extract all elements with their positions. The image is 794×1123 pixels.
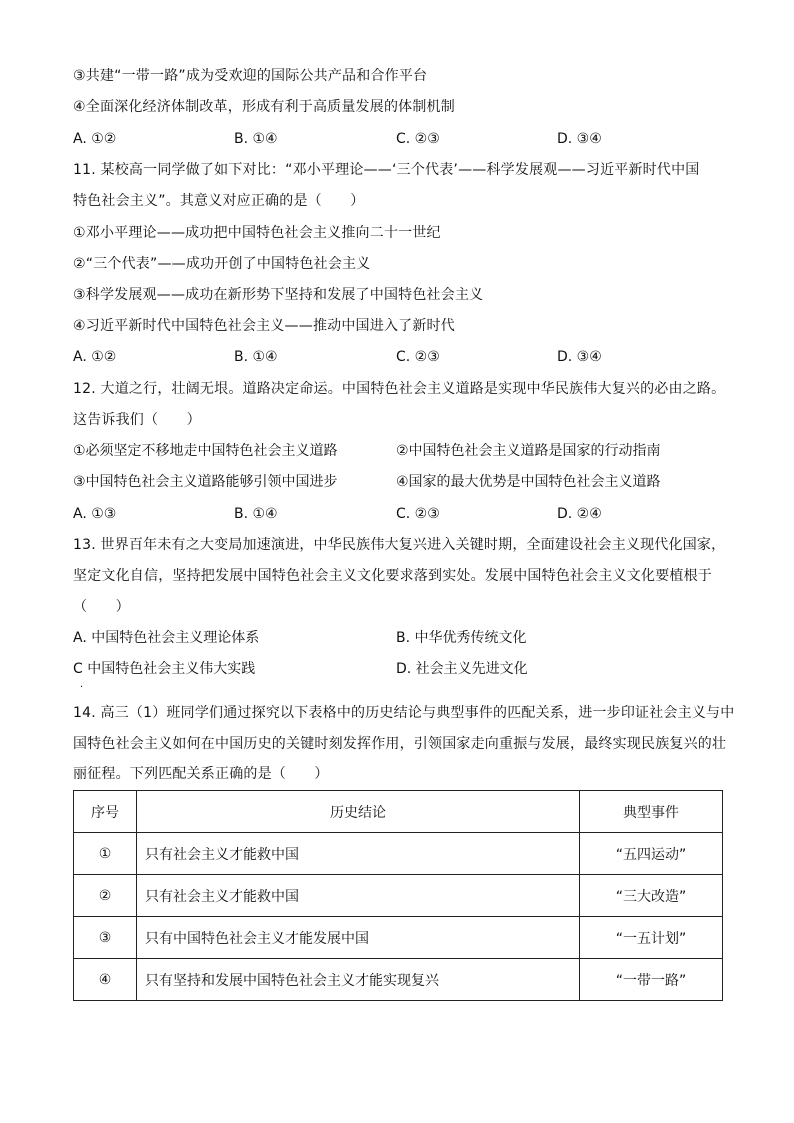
q11-item-2: ②“三个代表”——成功开创了中国特色社会主义 — [73, 256, 371, 272]
q12-option-a[interactable]: A. ①③ — [73, 506, 117, 522]
q10-item-3: ③共建“一带一路”成为受欢迎的国际公共产品和合作平台 — [73, 68, 428, 84]
header-index: 序号 — [74, 791, 137, 833]
q13-stem-line-3: （ ） — [73, 599, 130, 615]
q13-option-c[interactable]: C 中国特色社会主义伟大实践 — [73, 661, 256, 677]
row-index: ① — [74, 833, 137, 875]
q12-item-4: ④国家的最大优势是中国特色社会主义道路 — [396, 474, 661, 490]
table-header-row — [74, 791, 723, 833]
row-event: “五四运动” — [580, 833, 723, 875]
stray-dot-mark: · — [80, 682, 84, 693]
row-event: “一带一路” — [580, 959, 723, 1001]
row-conclusion: 只有社会主义才能救中国 — [137, 875, 580, 917]
q10-option-a[interactable]: A. ①② — [73, 131, 117, 147]
q12-stem-line-1: 12. 大道之行，壮阔无垠。道路决定命运。中国特色社会主义道路是实现中华民族伟大复兴的必由之路。 — [73, 381, 726, 397]
q13-option-d[interactable]: D. 社会主义先进文化 — [396, 661, 528, 677]
row-conclusion: 只有中国特色社会主义才能发展中国 — [137, 917, 580, 959]
row-conclusion: 只有坚持和发展中国特色社会主义才能实现复兴 — [137, 959, 580, 1001]
q12-option-c[interactable]: C. ②③ — [396, 506, 440, 522]
q11-option-d[interactable]: D. ③④ — [557, 349, 602, 365]
q13-stem-line-1: 13. 世界百年未有之大变局加速演进，中华民族伟大复兴进入关键时期，全面建设社会主义现代化国家， — [73, 537, 726, 553]
row-event: “一五计划” — [580, 917, 723, 959]
q11-item-3: ③科学发展观——成功在新形势下坚持和发展了中国特色社会主义 — [73, 287, 484, 303]
header-conclusion: 历史结论 — [137, 791, 580, 833]
q13-stem-line-2: 坚定文化自信，坚持把发展中国特色社会主义文化要求落到实处。发展中国特色社会主义文化要植根于 — [73, 568, 712, 584]
q11-item-1: ①邓小平理论——成功把中国特色社会主义推向二十一世纪 — [73, 225, 441, 241]
q11-option-b[interactable]: B. ①④ — [234, 349, 278, 365]
q11-stem-line-2: 特色社会主义”。其意义对应正确的是（ ） — [73, 193, 365, 209]
row-index: ② — [74, 875, 137, 917]
q12-item-1: ①必须坚定不移地走中国特色社会主义道路 — [73, 443, 338, 459]
q11-option-c[interactable]: C. ②③ — [396, 349, 440, 365]
q13-option-a[interactable]: A. 中国特色社会主义理论体系 — [73, 630, 260, 646]
q10-option-d[interactable]: D. ③④ — [557, 131, 602, 147]
table-row — [74, 917, 723, 959]
q14-match-table — [73, 790, 723, 1001]
q12-stem-line-2: 这告诉我们（ ） — [73, 412, 201, 428]
q10-option-c[interactable]: C. ②③ — [396, 131, 440, 147]
row-conclusion: 只有社会主义才能救中国 — [137, 833, 580, 875]
row-index: ③ — [74, 917, 137, 959]
q12-item-3: ③中国特色社会主义道路能够引领中国进步 — [73, 474, 338, 490]
table-row — [74, 833, 723, 875]
q10-item-4: ④全面深化经济体制改革，形成有利于高质量发展的体制机制 — [73, 99, 455, 115]
q11-option-a[interactable]: A. ①② — [73, 349, 117, 365]
header-event: 典型事件 — [580, 791, 723, 833]
q11-stem-line-1: 11. 某校高一同学做了如下对比：“邓小平理论——‘三个代表’——科学发展观——习近平新时代中国 — [73, 162, 700, 178]
q11-item-4: ④习近平新时代中国特色社会主义——推动中国进入了新时代 — [73, 318, 455, 334]
q13-option-b[interactable]: B. 中华优秀传统文化 — [396, 630, 527, 646]
q14-stem-line-2: 国特色社会主义如何在中国历史的关键时刻发挥作用，引领国家走向重振与发展，最终实现民族复兴的壮 — [73, 736, 727, 752]
q12-option-d[interactable]: D. ②④ — [557, 506, 602, 522]
row-event: “三大改造” — [580, 875, 723, 917]
q14-stem-line-1: 14. 高三（1）班同学们通过探究以下表格中的历史结论与典型事件的匹配关系，进一步印证社会主义与中 — [73, 705, 735, 721]
table-row — [74, 875, 723, 917]
q12-option-b[interactable]: B. ①④ — [234, 506, 278, 522]
q12-item-2: ②中国特色社会主义道路是国家的行动指南 — [396, 443, 661, 459]
q10-option-b[interactable]: B. ①④ — [234, 131, 278, 147]
q14-stem-line-3: 丽征程。下列匹配关系正确的是（ ） — [73, 766, 329, 782]
table-row — [74, 959, 723, 1001]
row-index: ④ — [74, 959, 137, 1001]
